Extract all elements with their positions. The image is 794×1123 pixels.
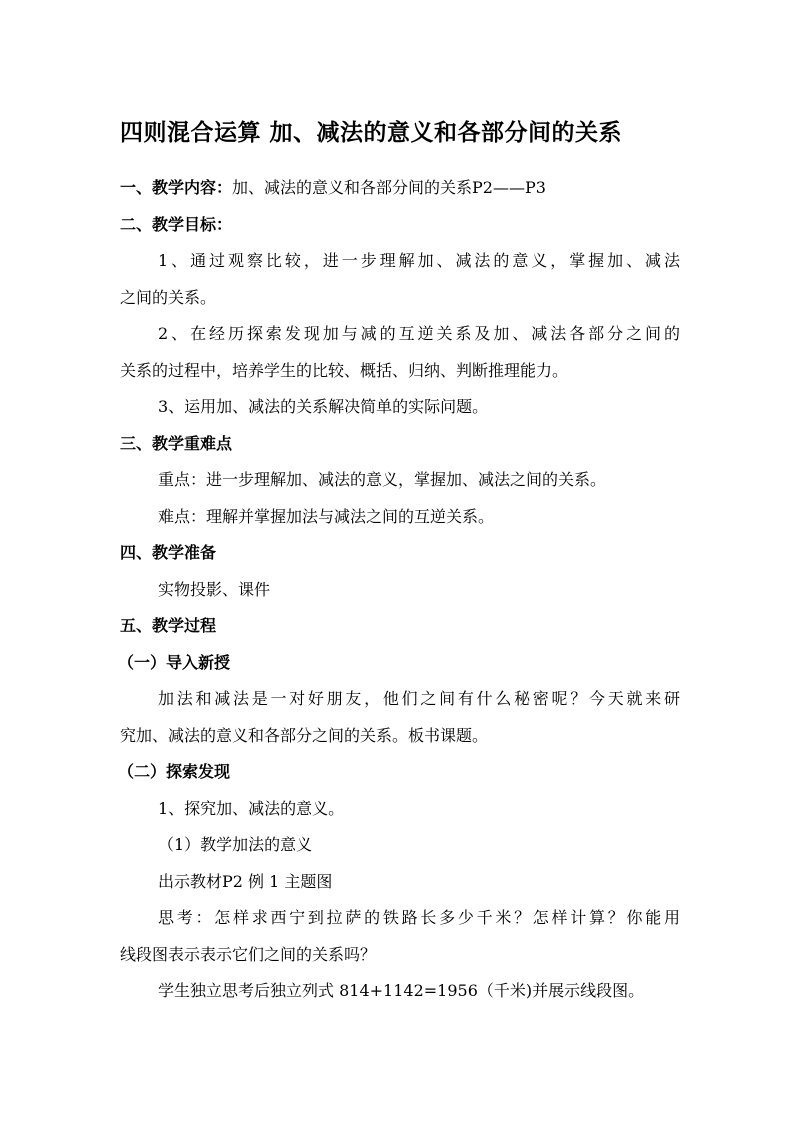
section-heading-preparation: 四、教学准备: [120, 543, 217, 562]
section-teaching-content: [120, 170, 680, 207]
preparation-text: 实物投影、课件: [158, 579, 271, 599]
explore-item-1-1: （1）教学加法的意义: [158, 835, 313, 854]
section-heading-key-points: 三、教学重难点: [120, 433, 233, 453]
show-textbook: 出示教材P2 例 1 主题图: [158, 871, 333, 891]
goal-1-line-1: 1、通过观察比较，进一步理解加、减法的意义，掌握加、减法: [158, 251, 680, 270]
goal-2-line-2: 关系的过程中，培养学生的比较、概括、归纳、判断推理能力。: [120, 360, 569, 380]
section-text: 加、减法的意义和各部分间的关系P2——P3: [232, 178, 546, 197]
goal-2-line-1: 2、在经历探索发现加与减的互逆关系及加、减法各部分之间的: [158, 324, 680, 343]
student-work: 学生独立思考后独立列式 814+1142=1956（千米)并展示线段图。: [158, 981, 645, 1000]
section-heading: 一、教学内容：: [120, 178, 233, 197]
explore-item-1: 1、探究加、减法的意义。: [158, 798, 345, 818]
document-body: [120, 170, 680, 1010]
subsection-heading-explore: （二）探索发现: [118, 762, 231, 781]
difficult-point: 难点：理解并掌握加法与减法之间的互逆关系。: [158, 506, 495, 526]
subsection-heading-intro: （一）导入新授: [118, 652, 231, 672]
intro-line-1: 加法和减法是一对好朋友，他们之间有什么秘密呢？今天就来研: [158, 689, 680, 708]
intro-line-2: 究加、减法的意义和各部分之间的关系。板书课题。: [120, 725, 489, 745]
think-line-2: 线段图表示表示它们之间的关系吗？: [120, 944, 377, 964]
page-title: 四则混合运算 加、减法的意义和各部分间的关系: [120, 119, 623, 146]
think-line-1: 思考：怎样求西宁到拉萨的铁路长多少千米？怎样计算？你能用: [158, 908, 680, 927]
key-point: 重点：进一步理解加、减法的意义，掌握加、减法之间的关系。: [158, 470, 607, 489]
section-heading-goals: 二、教学目标：: [120, 214, 233, 234]
goal-1-line-2: 之间的关系。: [120, 287, 217, 307]
goal-3: 3、运用加、减法的关系解决简单的实际问题。: [158, 397, 489, 416]
section-heading-process: 五、教学过程: [120, 616, 217, 635]
